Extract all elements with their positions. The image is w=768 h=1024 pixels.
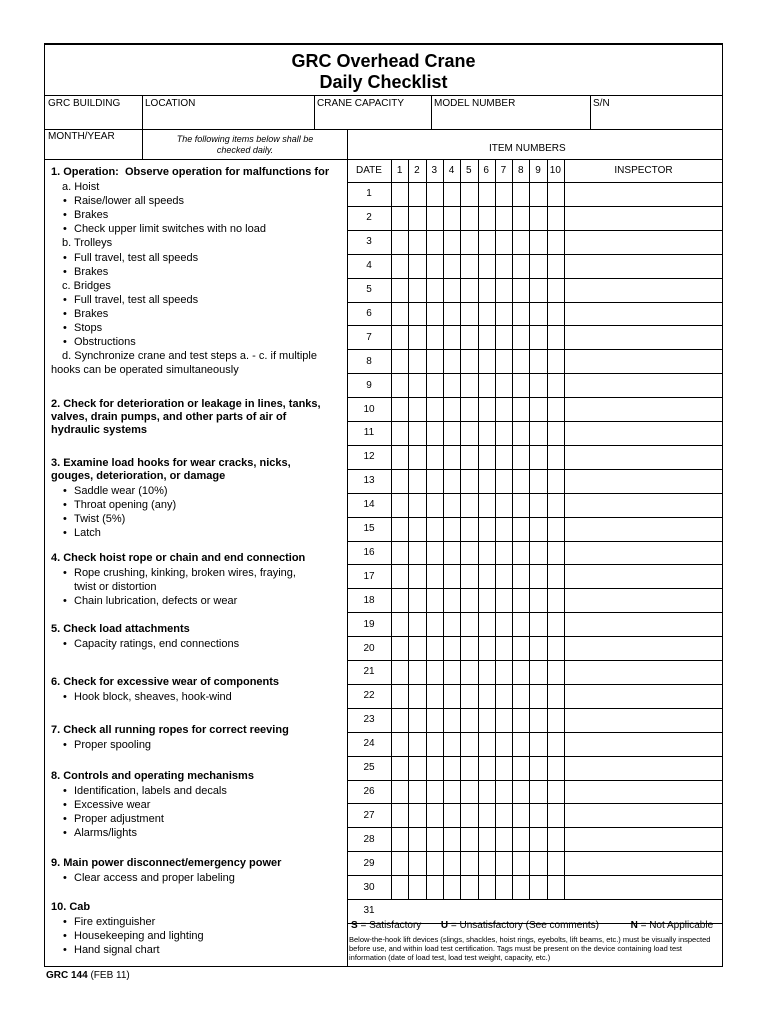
item-column-header: 8: [517, 165, 524, 176]
item-column-header: 7: [500, 165, 507, 176]
checklist-bullet-item: • Raise/lower all speeds: [74, 194, 184, 208]
day-row-label: 15: [363, 523, 375, 535]
grid-line: [347, 230, 722, 231]
section-heading: 8. Controls and operating mechanisms: [51, 770, 254, 782]
divider: [45, 95, 722, 96]
serial-number-field[interactable]: S/N: [593, 98, 610, 109]
checklist-bullet-item: • Chain lubrication, defects or wear: [74, 594, 237, 608]
location-field[interactable]: LOCATION: [145, 98, 196, 109]
checklist-bullet-item: • Saddle wear (10%): [74, 484, 168, 498]
checklist-bullet-item: • Fire extinguisher: [74, 915, 155, 929]
legend-u-text: = Unsatisfactory (See comments): [448, 920, 599, 931]
day-row-label: 13: [363, 475, 375, 487]
form-footer: [46, 970, 130, 981]
item-column-header: 6: [483, 165, 489, 176]
legend-s-key: S: [351, 920, 358, 931]
item-column-header: 2: [414, 165, 420, 176]
checklist-bullet-item: • Brakes: [74, 265, 108, 279]
day-row-label: 14: [363, 499, 375, 511]
grid-line: [347, 182, 722, 183]
day-row-label: 8: [366, 355, 372, 367]
checklist-bullet-item: • Full travel, test all speeds: [74, 251, 198, 265]
checklist-bullet-item: • Excessive wear: [74, 798, 150, 812]
grid-line: [347, 756, 722, 757]
divider: [590, 95, 591, 129]
grid-line: [460, 159, 461, 899]
grid-line: [347, 517, 722, 518]
day-row-label: 7: [366, 331, 372, 343]
day-row-label: 29: [363, 857, 375, 869]
model-number-field[interactable]: MODEL NUMBER: [434, 98, 516, 109]
day-row-label: 4: [366, 260, 372, 272]
grid-line: [347, 278, 722, 279]
day-row-label: 11: [363, 427, 375, 439]
checklist-bullet-item: • Alarms/lights: [74, 826, 137, 840]
section-heading: 7. Check all running ropes for correct reeving: [51, 724, 289, 736]
day-row-label: 3: [366, 236, 372, 248]
grid-line: [347, 780, 722, 781]
checklist-bullet-item: • Twist (5%): [74, 512, 125, 526]
grid-line: [347, 564, 722, 565]
day-row-label: 28: [363, 833, 375, 845]
grid-line: [512, 159, 513, 899]
item-column-header: 9: [535, 165, 541, 176]
daily-note-line-1: The following items below shall be: [176, 134, 314, 144]
crane-capacity-field[interactable]: CRANE CAPACITY: [317, 98, 405, 109]
item-column-header: 10: [549, 165, 561, 176]
day-row-label: 12: [363, 451, 375, 463]
section-heading: 3. Examine load hooks for wear cracks, nicks, gouges, deterioration, or damage: [51, 457, 291, 482]
legend-s-text: = Satisfactory: [357, 920, 422, 931]
checklist-bullet-item: • Stops: [74, 321, 102, 335]
day-row-label: 10: [363, 403, 375, 415]
daily-note-line-2: checked daily.: [216, 145, 274, 155]
grid-line: [391, 159, 392, 899]
checklist-bullet-item: • Rope crushing, kinking, broken wires, fraying,: [74, 566, 296, 580]
section-heading: 2. Check for deterioration or leakage in lines, tanks, valves, drain pumps, and other parts of air of hydraulic systems: [51, 398, 321, 436]
grid-line: [347, 708, 722, 709]
grid-line: [347, 588, 722, 589]
month-year-field[interactable]: MONTH/YEAR: [48, 131, 115, 142]
day-row-label: 27: [363, 809, 375, 821]
section-heading: 9. Main power disconnect/emergency power: [51, 857, 282, 869]
legend-n-text: = Not Applicable: [637, 920, 714, 931]
grid-line: [347, 899, 722, 900]
checklist-bullet-item: • Throat opening (any): [74, 498, 176, 512]
grid-line: [347, 469, 722, 470]
divider: [142, 95, 143, 129]
grid-line: [547, 159, 548, 899]
grid-line: [347, 397, 722, 398]
day-row-label: 25: [363, 762, 375, 774]
day-row-label: 22: [363, 690, 375, 702]
lift-devices-note: Below-the-hook lift devices (slings, shackles, hoist rings, eyebolts, lift beams, etc.) must be visually inspected before use, and within load test certification. Tags must be present on the device containing load test information (date of load test, load test weight, capacity, etc.): [349, 935, 711, 962]
grid-line: [347, 612, 722, 613]
checklist-bullet-item: • Obstructions: [74, 335, 136, 349]
day-row-label: 21: [363, 666, 375, 678]
item-column-header: 5: [466, 165, 472, 176]
day-row-label: 19: [363, 618, 375, 630]
section-heading: 1. Operation: Observe operation for malfunctions for: [51, 166, 330, 178]
grid-line: [426, 159, 427, 899]
grid-line: [347, 325, 722, 326]
checklist-bullet-item: • Identification, labels and decals: [74, 784, 227, 798]
inspector-column-header: INSPECTOR: [614, 165, 673, 176]
checklist-bullet-item: • Capacity ratings, end connections: [74, 637, 239, 651]
grid-line: [347, 732, 722, 733]
item-numbers-label: ITEM NUMBERS: [489, 143, 566, 154]
grid-line: [529, 159, 530, 899]
day-row-label: 23: [363, 714, 375, 726]
day-row-label: 24: [363, 738, 375, 750]
item-column-header: 3: [431, 165, 438, 176]
date-column-header: DATE: [356, 165, 382, 176]
day-row-label: 6: [366, 307, 372, 319]
grid-line: [564, 159, 565, 899]
grid-line: [347, 660, 722, 661]
day-row-label: 2: [366, 212, 372, 224]
checklist-form: [44, 43, 723, 967]
grid-line: [347, 421, 722, 422]
section-heading: 5. Check load attachments: [51, 623, 190, 635]
checklist-bullet-item: • Full travel, test all speeds: [74, 293, 198, 307]
divider: [45, 159, 722, 160]
section-heading: 6. Check for excessive wear of components: [51, 676, 280, 688]
day-row-label: 30: [363, 881, 375, 893]
divider: [431, 95, 432, 129]
form-edition: (FEB 11): [90, 970, 130, 981]
item-column-header: 4: [448, 165, 455, 176]
grid-line: [347, 803, 722, 804]
grid-line: [347, 302, 722, 303]
checklist-subitem: c. Bridges: [62, 279, 111, 292]
grid-line: [347, 349, 722, 350]
checklist-subitem: d. Synchronize crane and test steps a. - c. if multiple: [62, 350, 317, 363]
checklist-subitem: twist or distortion: [74, 581, 157, 594]
checklist-bullet-item: • Brakes: [74, 307, 108, 321]
legend-u-key: U: [440, 920, 449, 931]
checklist-bullet-item: • Proper adjustment: [74, 812, 164, 826]
divider: [314, 95, 315, 129]
grc-building-field[interactable]: GRC BUILDING: [48, 98, 121, 109]
section-heading: 4. Check hoist rope or chain and end connection: [51, 552, 306, 564]
grid-line: [347, 827, 722, 828]
day-row-label: 31: [363, 905, 375, 917]
title-line-2: Daily Checklist: [319, 72, 448, 92]
form-number: GRC 144: [46, 970, 88, 981]
checklist-subitem: hooks can be operated simultaneously: [51, 364, 239, 377]
grid-line: [347, 875, 722, 876]
grid-line: [408, 159, 409, 899]
grid-line: [495, 159, 496, 899]
day-row-label: 18: [363, 594, 375, 606]
legend-n-key: N: [630, 920, 638, 931]
grid-line: [347, 493, 722, 494]
checklist-subitem: a. Hoist: [62, 181, 100, 193]
grid-line: [347, 445, 722, 446]
daily-note: [145, 134, 345, 156]
day-row-label: 5: [366, 284, 372, 296]
divider: [45, 129, 722, 130]
title-line-1: GRC Overhead Crane: [291, 51, 476, 71]
grid-line: [478, 159, 479, 899]
section-heading: 10. Cab: [51, 901, 91, 913]
grid-line: [347, 373, 722, 374]
legend-keys: [351, 920, 713, 931]
checklist-bullet-item: • Latch: [74, 526, 101, 540]
day-row-label: 1: [366, 188, 372, 200]
checklist-bullet-item: • Check upper limit switches with no load: [74, 222, 266, 236]
checklist-subitem: b. Trolleys: [62, 237, 113, 250]
grid-line: [347, 254, 722, 255]
item-column-header: 1: [396, 165, 403, 176]
grid-line: [347, 206, 722, 207]
checklist-bullet-item: • Brakes: [74, 208, 108, 222]
checklist-bullet-item: • Proper spooling: [74, 738, 151, 752]
day-row-label: 17: [363, 570, 375, 582]
grid-line: [347, 851, 722, 852]
divider: [142, 129, 143, 159]
checklist-bullet-item: • Hand signal chart: [74, 943, 160, 957]
grid-line: [347, 684, 722, 685]
day-row-label: 20: [363, 642, 375, 654]
day-row-label: 9: [366, 379, 372, 391]
form-title: [45, 51, 722, 93]
grid-line: [443, 159, 444, 899]
checklist-bullet-item: • Hook block, sheaves, hook-wind: [74, 690, 232, 704]
checklist-bullet-item: • Housekeeping and lighting: [74, 929, 204, 943]
day-row-label: 26: [363, 785, 375, 797]
day-row-label: 16: [363, 546, 375, 558]
grid-line: [347, 541, 722, 542]
checklist-bullet-item: • Clear access and proper labeling: [74, 871, 235, 885]
grid-line: [347, 636, 722, 637]
